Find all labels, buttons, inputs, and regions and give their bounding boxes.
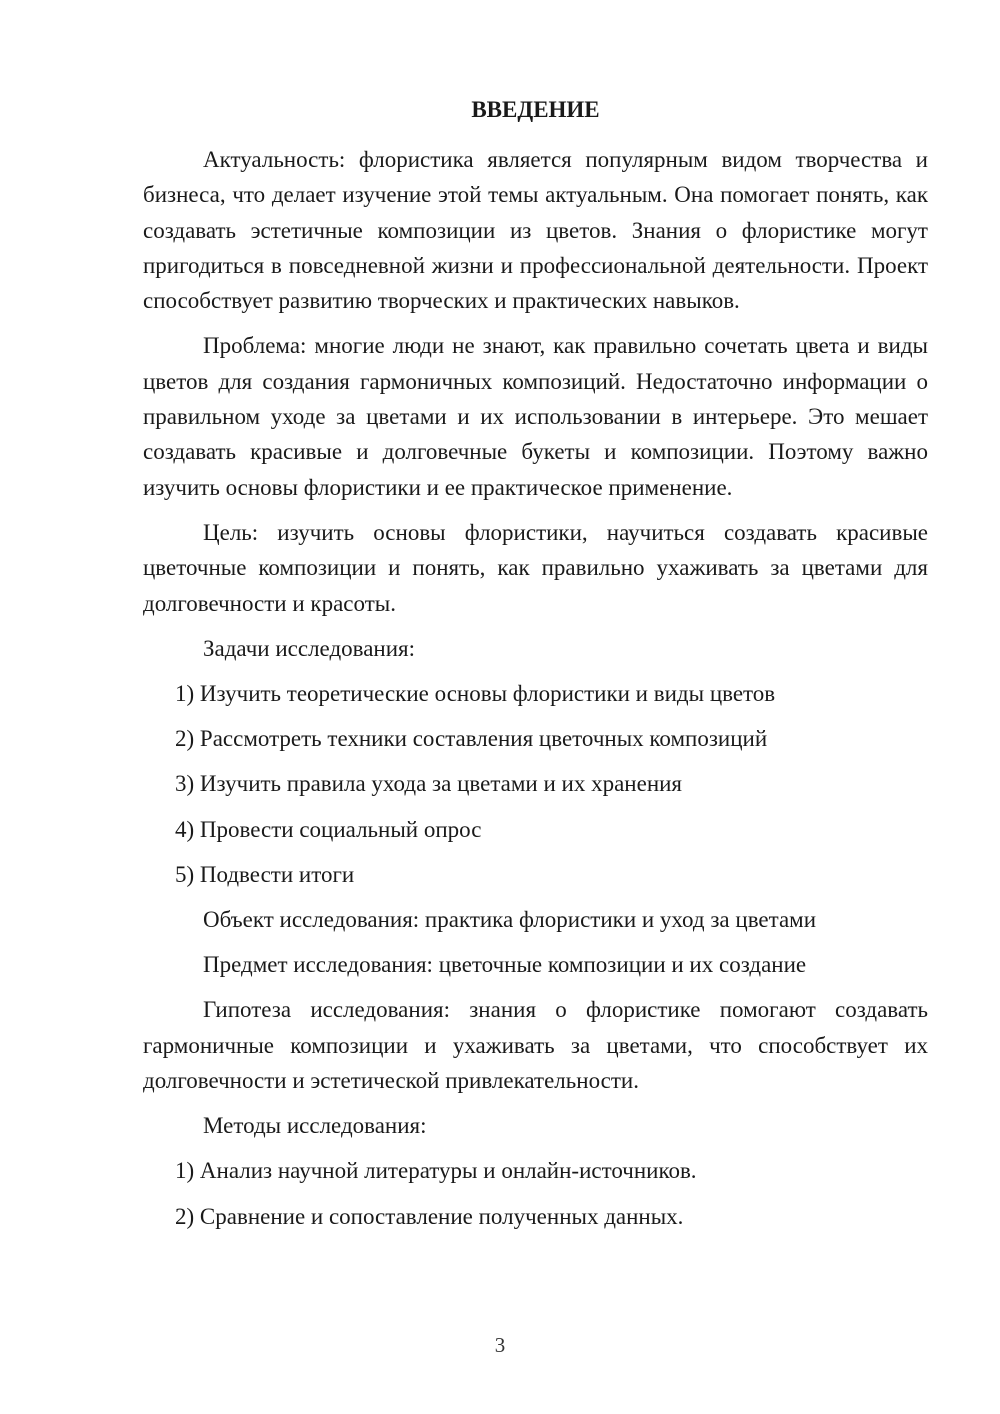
paragraph-relevance: Актуальность: флористика является популярным видом творчества и бизнеса, что делает изучение этой темы актуальным. Она помогает понять, как создавать эстетичные композиции из цветов. Знания о флористике могут пригодиться в повседневной жизни и профессиональной деятельности. Проект способствует развитию творческих и практических навыков. [143,147,928,314]
paragraph-problem: Проблема: многие люди не знают, как правильно сочетать цвета и виды цветов для создания гармоничных композиций. Недостаточно информации о правильном уходе за цветами и их использовании в интерьере. Это мешает создавать красивые и долговечные букеты и композиции. Поэтому важно изучить основы флористики и ее практическое применение. [143,333,928,500]
list-item: 1) Изучить теоретические основы флористики и виды цветов [175,680,776,706]
research-object: Объект исследования: практика флористики и уход за цветами [203,907,817,933]
list-item: 4) Провести социальный опрос [175,816,482,842]
paragraph-goal: Цель: изучить основы флористики, научиться создавать красивые цветочные композиции и понять, как правильно ухаживать за цветами для долговечности и красоты. [143,519,928,616]
list-item: 2) Рассмотреть техники составления цветочных композиций [175,726,768,752]
list-item: 5) Подвести итоги [175,862,355,888]
methods-heading: Методы исследования: [203,1113,427,1139]
page-title: ВВЕДЕНИЕ [471,97,600,122]
tasks-list [143,676,928,892]
page-content [143,90,928,1244]
methods-list [143,1153,928,1234]
tasks-heading: Задачи исследования: [203,635,416,661]
page-number: 3 [494,1333,506,1357]
paragraph-hypothesis: Гипотеза исследования: знания о флористике помогают создавать гармоничные композиции и ухаживать за цветами, что способствует их долговечности и эстетической привлекательности. [143,997,928,1093]
list-item: 3) Изучить правила ухода за цветами и их хранения [175,771,683,797]
list-item: 1) Анализ научной литературы и онлайн-источников. [175,1158,697,1184]
list-item: 2) Сравнение и сопоставление полученных данных. [175,1203,684,1229]
research-subject: Предмет исследования: цветочные композиции и их создание [203,952,807,978]
